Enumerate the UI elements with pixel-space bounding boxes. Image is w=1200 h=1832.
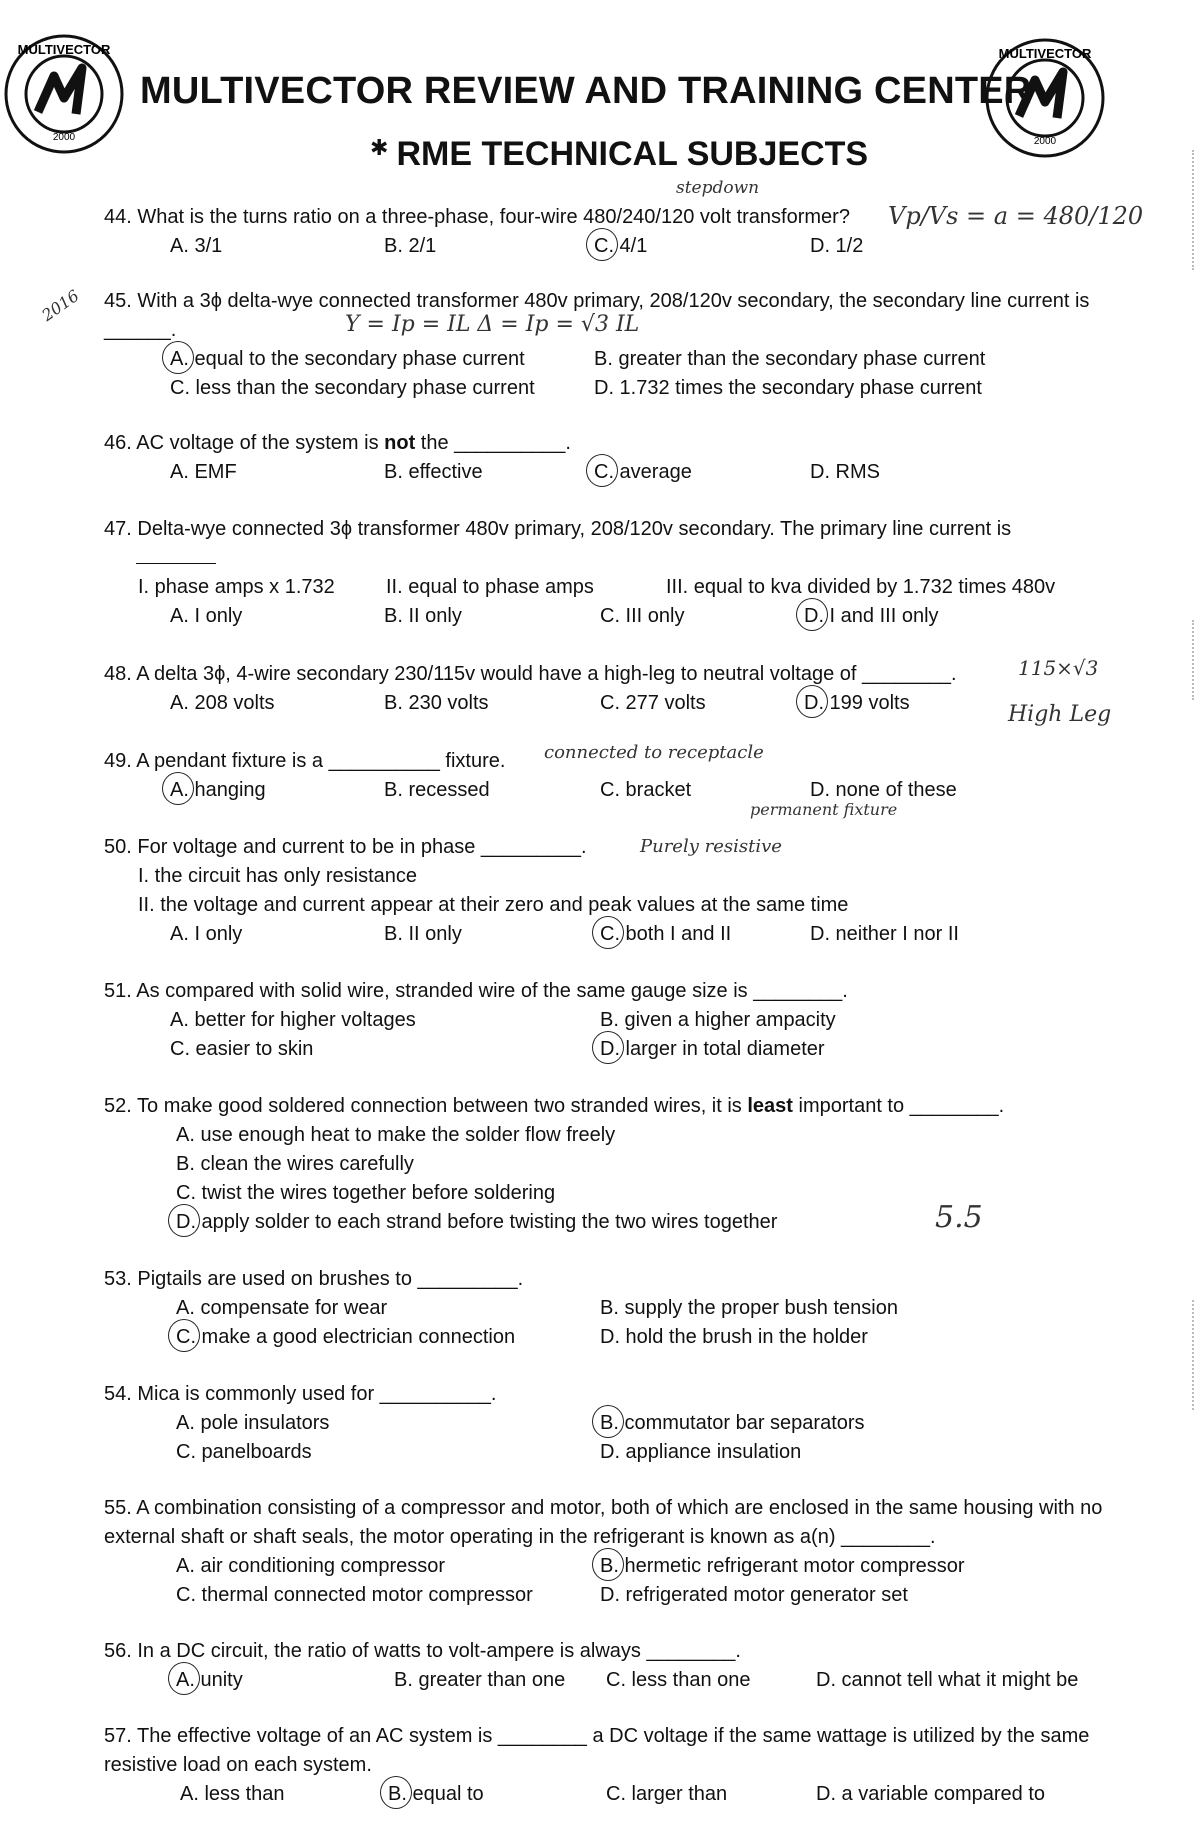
question-53 [104,1265,898,1352]
question-number: 54. [104,1383,132,1405]
option-c[interactable]: C. bracket [600,779,692,801]
option-a[interactable]: A. use enough heat to make the solder flow freely [176,1124,616,1146]
option-d[interactable] [600,1035,825,1064]
multivector-logo-left [2,32,126,156]
handwritten-formula-turns-ratio: Vp/Vs = a = 480/120 [888,202,1144,230]
option-b-text: B. equal to [388,1780,484,1809]
option-d[interactable]: D. appliance insulation [600,1441,802,1463]
question-stem: A combination consisting of a compressor and motor, both of which are enclosed in the same housing with no external shaft or shaft seals, the motor operating in the refrigerant is known as a(n) ________. [104,1497,1103,1548]
option-a[interactable]: A. better for higher voltages [170,1009,416,1031]
option-d[interactable]: D. refrigerated motor generator set [600,1584,908,1606]
question-47 [104,515,1056,631]
option-c[interactable] [176,1323,515,1352]
question-number: 45. [104,290,132,312]
question-stem-end: the __________. [415,432,571,454]
question-46 [104,429,880,487]
option-b[interactable] [388,1780,484,1809]
option-a[interactable] [170,776,266,805]
logo-text: MULTIVECTOR [17,42,111,57]
option-a[interactable]: A. EMF [170,461,237,483]
question-stem-end: important to ________. [792,1095,1005,1117]
option-d[interactable]: D. a variable compared to [816,1783,1046,1805]
option-a-text: A. hanging [170,776,266,805]
option-c[interactable]: C. III only [600,605,685,627]
option-b[interactable]: B. supply the proper bush tension [600,1297,898,1319]
question-stem: Pigtails are used on brushes to _________. [137,1268,524,1290]
option-b[interactable]: B. II only [384,923,462,945]
question-number: 55. [104,1497,132,1519]
question-number: 50. [104,836,132,858]
option-c[interactable]: C. less than one [606,1669,751,1691]
option-d-text: D. apply solder to each strand before twisting the two wires together [176,1208,777,1237]
option-d-text: D. larger in total diameter [600,1035,825,1064]
statement-2: II. the voltage and current appear at their zero and peak values at the same time [138,894,849,916]
option-a[interactable]: A. pole insulators [176,1412,330,1434]
option-b[interactable]: B. greater than one [394,1669,566,1691]
question-number: 56. [104,1640,132,1662]
statement-1: I. phase amps x 1.732 [138,576,335,598]
option-a[interactable]: A. air conditioning compressor [176,1555,446,1577]
option-d[interactable]: D. RMS [810,461,880,483]
question-stem: A delta 3ϕ, 4-wire secondary 230/115v would have a high-leg to neutral voltage of ________. [136,663,957,685]
option-b[interactable]: B. clean the wires carefully [176,1153,414,1175]
question-stem: In a DC circuit, the ratio of watts to volt-ampere is always ________. [137,1640,741,1662]
option-b[interactable]: B. recessed [384,779,490,801]
option-d-text: D. 199 volts [804,689,910,718]
question-48 [104,660,957,718]
subtitle-text: RME TECHNICAL SUBJECTS [396,135,869,173]
option-b-text: B. hermetic refrigerant motor compressor [600,1552,965,1581]
question-56 [104,1637,1079,1695]
handwritten-label-high-leg: High Leg [1008,702,1112,727]
logo-year: 2000 [1033,136,1057,147]
option-b[interactable]: B. 2/1 [384,235,437,257]
option-a[interactable] [176,1666,243,1695]
question-number: 49. [104,750,132,772]
option-c-text: C. average [594,458,692,487]
option-d-text: D. I and III only [804,602,939,631]
statement-3: III. equal to kva divided by 1.732 times 480v [666,576,1056,598]
option-d[interactable]: D. 1/2 [810,235,864,257]
question-44 [104,203,864,261]
question-stem: Mica is commonly used for __________. [137,1383,497,1405]
option-b-text: B. commutator bar separators [600,1409,865,1438]
option-d[interactable]: D. 1.732 times the secondary phase current [594,377,982,399]
question-number: 44. [104,206,132,228]
option-c[interactable]: C. thermal connected motor compressor [176,1584,533,1606]
option-c[interactable] [600,920,731,949]
handwritten-note-receptacle: connected to receptacle [544,742,764,763]
handwritten-note-score: 5.5 [935,1200,983,1235]
option-b[interactable] [600,1409,865,1438]
question-55 [104,1494,1134,1610]
question-number: 57. [104,1725,132,1747]
answer-blank [136,545,216,564]
scan-edge-marks [1188,1300,1194,1410]
statement-2: II. equal to phase amps [386,576,594,598]
question-stem: Delta-wye connected 3ϕ transformer 480v primary, 208/120v secondary. The primary line current is [137,518,1012,540]
question-number: 52. [104,1095,132,1117]
option-c-text: C. make a good electrician connection [176,1323,515,1352]
question-stem: What is the turns ratio on a three-phase, four-wire 480/240/120 volt transformer? [137,206,850,228]
handwritten-note-currents: Y = Ip = IL Δ = Ip = √3 IL [345,312,640,337]
option-c[interactable] [594,232,647,261]
option-b[interactable]: B. given a higher ampacity [600,1009,836,1031]
handwritten-note-stepdown: stepdown [676,178,760,198]
option-c-text: C. both I and II [600,920,731,949]
question-number: 53. [104,1268,132,1290]
option-a[interactable]: A. I only [170,923,243,945]
question-number: 48. [104,663,132,685]
option-c[interactable]: C. easier to skin [170,1038,314,1060]
question-number: 51. [104,980,132,1002]
star-mark-icon: ✱ [370,135,389,160]
option-d[interactable]: D. cannot tell what it might be [816,1669,1079,1691]
option-a[interactable]: A. less than [180,1783,285,1805]
question-stem: With a 3ϕ delta-wye connected transformer 480v primary, 208/120v secondary, the secondary line current is ______. [104,290,1090,341]
option-a[interactable]: A. I only [170,605,243,627]
scan-edge-marks [1188,150,1194,270]
handwritten-margin-year: 2016 [38,286,83,325]
question-number: 47. [104,518,132,540]
option-c[interactable]: C. less than the secondary phase current [170,377,535,399]
question-stem: To make good soldered connection between two stranded wires, it is [137,1095,748,1117]
question-54 [104,1380,865,1467]
option-c[interactable]: C. panelboards [176,1441,312,1463]
question-stem: AC voltage of the system is [136,432,385,454]
logo-year: 2000 [52,132,76,143]
question-45 [104,287,1134,403]
option-c[interactable]: C. larger than [606,1783,728,1805]
option-c[interactable] [594,458,692,487]
statement-1: I. the circuit has only resistance [138,865,418,887]
option-b[interactable] [600,1552,965,1581]
question-stem: For voltage and current to be in phase _________. [137,836,587,858]
question-stem: As compared with solid wire, stranded wire of the same gauge size is ________. [136,980,848,1002]
option-a[interactable]: A. 3/1 [170,235,223,257]
question-number: 46. [104,432,132,454]
option-d[interactable] [176,1208,777,1237]
question-57 [104,1722,1134,1809]
option-b[interactable]: B. effective [384,461,483,483]
option-d[interactable]: D. none of these [810,779,957,801]
option-c[interactable]: C. twist the wires together before soldering [176,1182,556,1204]
option-b[interactable]: B. greater than the secondary phase current [594,348,986,370]
option-b[interactable]: B. II only [384,605,462,627]
stem-emphasis: least [747,1095,793,1117]
question-stem: A pendant fixture is a __________ fixture. [136,750,506,772]
logo-text: MULTIVECTOR [998,46,1092,61]
question-stem: The effective voltage of an AC system is ________ a DC voltage if the same wattage is utilized by the same resistive load on each system. [104,1725,1090,1776]
option-d[interactable]: D. neither I nor II [810,923,959,945]
question-52 [104,1092,1004,1237]
option-d[interactable] [804,689,910,718]
question-51 [104,977,848,1064]
option-a-text: A. unity [176,1666,243,1695]
option-d[interactable]: D. hold the brush in the holder [600,1326,868,1348]
option-a[interactable]: A. 208 volts [170,692,275,714]
option-a[interactable] [170,345,525,374]
handwritten-note-purely-resistive: Purely resistive [640,836,782,857]
option-c[interactable]: C. 277 volts [600,692,706,714]
handwritten-note-high-leg-calc: 115×√3 [1018,656,1099,680]
page-subtitle [370,135,868,174]
scan-edge-marks [1188,620,1194,700]
option-b[interactable]: B. 230 volts [384,692,489,714]
option-d[interactable] [804,602,939,631]
stem-emphasis: not [384,432,416,454]
center-title: MULTIVECTOR REVIEW AND TRAINING CENTER [140,70,1032,112]
option-a[interactable]: A. compensate for wear [176,1297,388,1319]
option-a-text: A. equal to the secondary phase current [170,345,525,374]
option-c-text: C. 4/1 [594,232,647,261]
handwritten-note-permanent-fixture: permanent fixture [750,800,898,819]
